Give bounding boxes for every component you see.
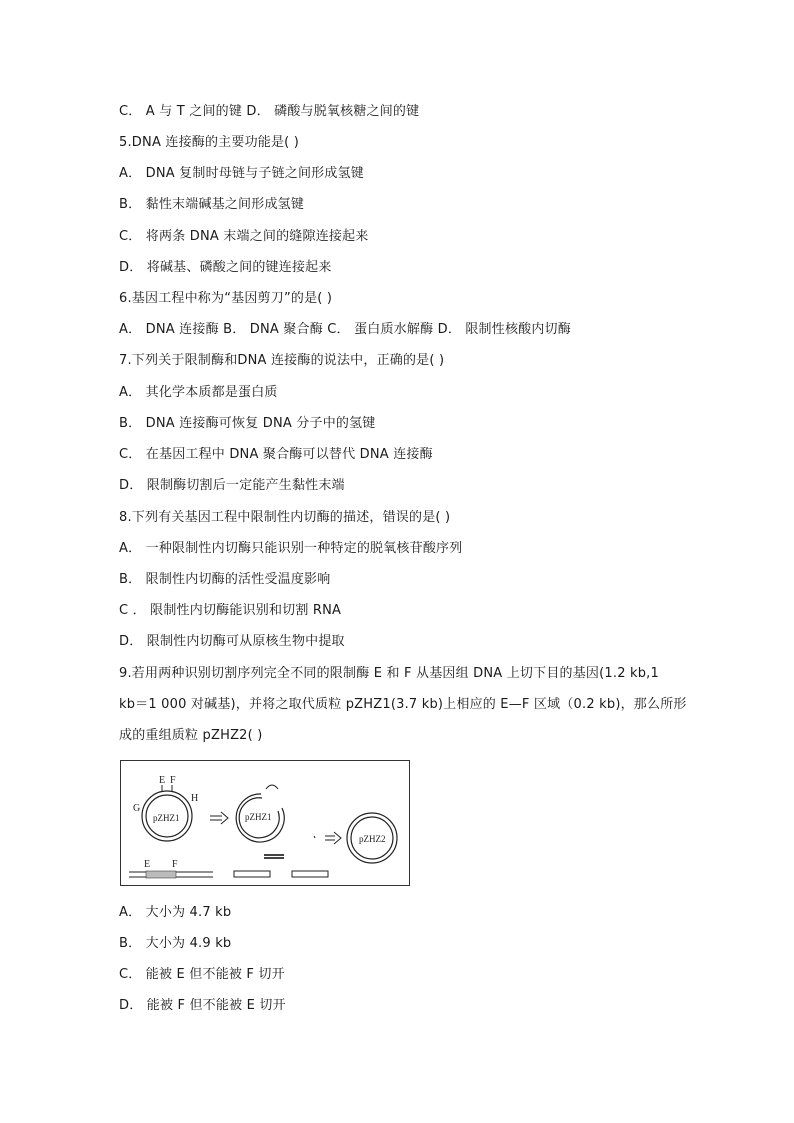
- option-5c-5d-line: C． A 与 T 之间的键 D． 磷酸与脱氧核糖之间的键: [119, 104, 420, 119]
- options-6: A． DNA 连接酶 B． DNA 聚合酶 C． 蛋白质水解酶 D． 限制性核酸内切酶: [119, 322, 571, 337]
- question-5: 5.DNA 连接酶的主要功能是( ): [119, 135, 300, 150]
- plasmid-pzhz2: [347, 813, 397, 863]
- plasmid1-opened-label: pZHZ1: [245, 812, 272, 822]
- question-9-line-3: 成的重组质粒 pZHZ2( ): [119, 728, 263, 743]
- label-f-bottom: F: [172, 859, 178, 870]
- plasmid2-label: pZHZ2: [359, 834, 386, 844]
- option-7b: B． DNA 连接酶可恢复 DNA 分子中的氢键: [119, 416, 376, 431]
- option-8d: D． 限制性内切酶可从原核生物中提取: [119, 634, 345, 649]
- option-5b: B． 黏性末端碱基之间形成氢键: [119, 197, 305, 212]
- label-f-top: F: [170, 775, 176, 786]
- question-9-line-2: kb＝1 000 对碱基)，并将之取代质粒 pZHZ1(3.7 kb)上相应的 E—F 区域（0.2 kb)，那么所形: [119, 697, 687, 712]
- option-7a: A． 其化学本质都是蛋白质: [119, 385, 278, 400]
- option-8c: C ． 限制性内切酶能识别和切割 RNA: [119, 603, 342, 618]
- option-9b: B． 大小为 4.9 kb: [119, 936, 232, 951]
- option-9d: D． 能被 F 但不能被 E 切开: [119, 998, 286, 1013]
- arrow-icon: [314, 832, 341, 844]
- label-e-bottom: E: [144, 859, 151, 870]
- option-7c: C． 在基因工程中 DNA 聚合酶可以替代 DNA 连接酶: [119, 447, 433, 462]
- arrow-icon: [210, 812, 228, 824]
- plasmid-diagram-svg: [121, 761, 411, 887]
- label-g: G: [133, 803, 141, 814]
- option-7d: D． 限制酶切割后一定能产生黏性末端: [119, 478, 345, 493]
- option-8b: B． 限制性内切酶的活性受温度影响: [119, 572, 331, 587]
- option-5d: D． 将碱基、磷酸之间的键连接起来: [119, 260, 332, 275]
- question-9-line-1: 9.若用两种识别切割序列完全不同的限制酶 E 和 F 从基因组 DNA 上切下目的基因(1.2 kb,1: [119, 666, 659, 681]
- genomic-dna-strand: [129, 859, 213, 878]
- plasmid1-label: pZHZ1: [153, 813, 180, 823]
- option-9a: A． 大小为 4.7 kb: [119, 905, 232, 920]
- plasmid-pzhz1-opened: [236, 785, 284, 859]
- label-e-top: E: [159, 775, 166, 786]
- option-8a: A． 一种限制性内切酶只能识别一种特定的脱氧核苷酸序列: [119, 541, 463, 556]
- cut-dna-fragments: [234, 871, 328, 877]
- plasmid-diagram: [120, 760, 410, 886]
- option-5c: C． 将两条 DNA 末端之间的缝隙连接起来: [119, 229, 369, 244]
- label-h: H: [191, 793, 199, 804]
- question-6: 6.基因工程中称为“基因剪刀”的是( ): [119, 291, 333, 306]
- question-8: 8.下列有关基因工程中限制性内切酶的描述，错误的是( ): [119, 510, 451, 525]
- option-9c: C． 能被 E 但不能被 F 切开: [119, 967, 285, 982]
- plasmid-pzhz1: [133, 775, 198, 841]
- option-5a: A． DNA 复制时母链与子链之间形成氢键: [119, 166, 364, 181]
- question-7: 7.下列关于限制酶和DNA 连接酶的说法中，正确的是( ): [119, 353, 445, 368]
